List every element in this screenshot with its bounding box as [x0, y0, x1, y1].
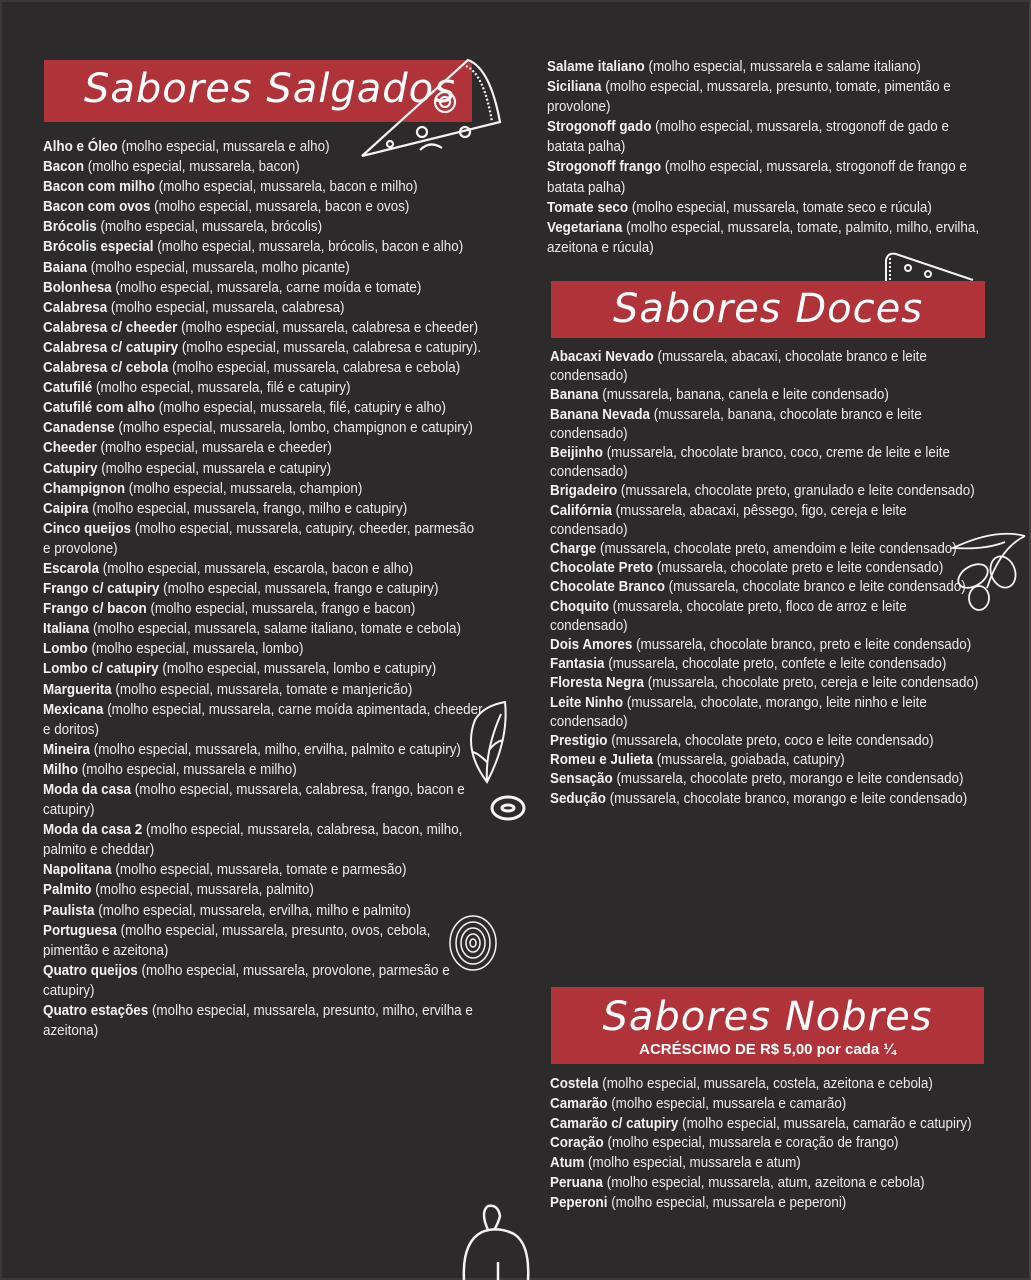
- menu-item: [43, 278, 485, 298]
- menu-item: [43, 680, 485, 700]
- menu-item: [547, 198, 984, 218]
- menu-item: [43, 1001, 485, 1041]
- flavor-ingredients: (molho especial, mussarela, brócolis, bacon e alho): [157, 239, 464, 256]
- flavor-ingredients: (molho especial, mussarela, tomate seco e rúcula): [631, 199, 932, 216]
- flavor-name: Calabresa c/ catupiry: [43, 339, 179, 356]
- flavor-name: Atum: [550, 1155, 585, 1172]
- menu-item: [550, 502, 987, 540]
- flavor-name: Beijinho: [550, 445, 603, 462]
- flavor-ingredients: (mussarela, chocolate preto e leite condensado): [656, 560, 944, 577]
- flavor-ingredients: (molho especial, mussarela, presunto, tomate, pimentão e provolone): [547, 79, 951, 116]
- menu-item: [43, 760, 485, 780]
- flavor-name: Palmito: [43, 882, 92, 899]
- flavor-name: Sensação: [550, 771, 613, 788]
- nobres-surcharge-note: ACRÉSCIMO DE R$ 5,00 por cada ¼: [639, 1041, 896, 1058]
- flavor-ingredients: (mussarela, banana, canela e leite condensado): [602, 387, 889, 404]
- flavor-ingredients: (molho especial, mussarela, lombo e catupiry): [162, 661, 437, 678]
- menu-item: [550, 482, 987, 501]
- flavor-name: Dois Amores: [550, 637, 633, 654]
- flavor-ingredients: (mussarela, chocolate preto, confete e leite condensado): [608, 656, 947, 673]
- menu-item: [550, 348, 987, 386]
- flavor-ingredients: (mussarela, chocolate branco, morango e leite condensado): [609, 790, 968, 807]
- menu-item: [547, 117, 984, 157]
- list-nobres: [550, 1075, 987, 1214]
- menu-item: [547, 77, 984, 117]
- flavor-ingredients: (molho especial, mussarela, calabresa): [110, 299, 345, 316]
- flavor-ingredients: (molho especial, mussarela e coração de frango): [607, 1135, 899, 1152]
- flavor-ingredients: (molho especial, mussarela, catupiry, cheeder, parmesão e provolone): [43, 520, 475, 557]
- flavor-ingredients: (molho especial, mussarela, bacon e ovos): [154, 199, 410, 216]
- flavor-ingredients: (molho especial, mussarela, filé, catupiry e alho): [158, 400, 446, 417]
- menu-item: [43, 519, 485, 559]
- menu-item: [43, 599, 485, 619]
- menu-item: [550, 751, 987, 770]
- flavor-name: Bacon com milho: [43, 179, 155, 196]
- flavor-name: Paulista: [43, 902, 95, 919]
- menu-item: [43, 217, 485, 237]
- flavor-name: Quatro estações: [43, 1003, 149, 1020]
- flavor-name: Marguerita: [43, 681, 112, 698]
- menu-item: [43, 780, 485, 820]
- menu-item: [43, 318, 485, 338]
- menu-item: [550, 1075, 987, 1095]
- flavor-name: Banana: [550, 387, 599, 404]
- flavor-name: Bolonhesa: [43, 279, 112, 296]
- flavor-name: Camarão c/ catupiry: [550, 1115, 679, 1132]
- flavor-ingredients: (molho especial, mussarela, escarola, bacon e alho): [102, 560, 414, 577]
- flavor-name: Califórnia: [550, 502, 612, 519]
- flavor-ingredients: (mussarela, chocolate branco, preto e leite condensado): [636, 637, 972, 654]
- menu-item: [43, 961, 485, 1001]
- flavor-name: Catufilé: [43, 380, 93, 397]
- flavor-ingredients: (mussarela, abacaxi, chocolate branco e leite condensado): [550, 349, 927, 385]
- onion-ring-icon: [488, 793, 528, 823]
- menu-item: [550, 1134, 987, 1154]
- flavor-name: Abacaxi Nevado: [550, 349, 654, 365]
- flavor-ingredients: (molho especial, mussarela, strogonoff de gado e batata palha): [547, 119, 949, 156]
- flavor-ingredients: (molho especial, mussarela e catupiry): [101, 460, 332, 477]
- flavor-ingredients: (molho especial, mussarela, carne moída apimentada, cheeder e doritos): [43, 701, 483, 738]
- section-title-nobres: Sabores Nobres: [602, 994, 933, 1040]
- flavor-name: Canadense: [43, 420, 115, 437]
- flavor-name: Chocolate Branco: [550, 579, 665, 596]
- flavor-name: Champignon: [43, 480, 126, 497]
- flavor-name: Quatro queijos: [43, 962, 138, 979]
- flavor-ingredients: (mussarela, chocolate branco e leite condensado): [668, 579, 966, 596]
- flavor-ingredients: (molho especial, mussarela, brócolis): [100, 219, 323, 236]
- menu-item: [547, 57, 984, 77]
- menu-item: [550, 559, 987, 578]
- flavor-ingredients: (molho especial, mussarela, presunto, milho, ervilha e azeitona): [43, 1003, 473, 1040]
- flavor-name: Calabresa: [43, 299, 108, 316]
- menu-item: [43, 700, 485, 740]
- banner-doces: [551, 281, 985, 338]
- flavor-ingredients: (molho especial, mussarela, calabresa, bacon, milho, palmito e cheddar): [43, 822, 463, 859]
- flavor-ingredients: (mussarela, chocolate preto, floco de arroz e leite condensado): [550, 598, 907, 634]
- flavor-name: Coração: [550, 1135, 604, 1152]
- flavor-ingredients: (molho especial, mussarela, molho picante): [90, 259, 350, 276]
- menu-item: [550, 1174, 987, 1194]
- menu-item: [43, 901, 485, 921]
- flavor-name: Alho e Óleo: [43, 139, 118, 155]
- flavor-ingredients: (molho especial, mussarela, filé e catupiry): [95, 380, 351, 397]
- menu-item: [547, 157, 984, 197]
- flavor-ingredients: (molho especial, mussarela e camarão): [611, 1095, 847, 1112]
- flavor-name: Calabresa c/ cebola: [43, 360, 169, 377]
- menu-item: [43, 298, 485, 318]
- flavor-name: Salame italiano: [547, 59, 645, 75]
- flavor-ingredients: (molho especial, mussarela, frango e catupiry): [163, 581, 439, 598]
- flavor-ingredients: (molho especial, mussarela, champion): [128, 480, 363, 497]
- flavor-name: Escarola: [43, 560, 99, 577]
- menu-item: [43, 499, 485, 519]
- flavor-name: Brócolis especial: [43, 239, 154, 256]
- menu-item: [43, 559, 485, 579]
- flavor-ingredients: (mussarela, chocolate, morango, leite ninho e leite condensado): [550, 694, 927, 730]
- flavor-name: Charge: [550, 541, 597, 558]
- flavor-ingredients: (molho especial, mussarela, lombo): [91, 641, 304, 658]
- flavor-ingredients: (molho especial, mussarela, calabresa e catupiry).: [181, 339, 482, 356]
- menu-item: [550, 732, 987, 751]
- menu-item: [43, 338, 485, 358]
- flavor-ingredients: (molho especial, mussarela e cheeder): [100, 440, 332, 457]
- flavor-ingredients: (mussarela, banana, chocolate branco e leite condensado): [550, 406, 922, 442]
- flavor-name: Fantasia: [550, 656, 605, 673]
- flavor-name: Costela: [550, 1076, 599, 1092]
- menu-item: [550, 598, 987, 636]
- flavor-name: Catupiry: [43, 460, 98, 477]
- flavor-name: Portuguesa: [43, 922, 117, 939]
- flavor-name: Peruana: [550, 1174, 603, 1191]
- menu-item: [550, 655, 987, 674]
- flavor-name: Banana Nevada: [550, 406, 651, 423]
- flavor-ingredients: (molho especial, mussarela, strogonoff de frango e batata palha): [547, 159, 967, 196]
- flavor-name: Cinco queijos: [43, 520, 132, 537]
- menu-item: [550, 540, 987, 559]
- menu-item: [550, 1115, 987, 1135]
- menu-item: [43, 880, 485, 900]
- bell-pepper-icon: [458, 1202, 533, 1280]
- menu-item: [43, 197, 485, 217]
- onion-spiral-icon: [447, 913, 499, 973]
- menu-item: [43, 398, 485, 418]
- list-salgados: [43, 137, 485, 1041]
- flavor-name: Frango c/ catupiry: [43, 581, 160, 598]
- menu-item: [550, 770, 987, 789]
- flavor-name: Mineira: [43, 741, 91, 758]
- flavor-ingredients: (molho especial, mussarela, tomate e parmesão): [115, 862, 407, 879]
- menu-item: [43, 459, 485, 479]
- menu-item: [43, 860, 485, 880]
- menu-item: [550, 790, 987, 809]
- flavor-ingredients: (molho especial, mussarela, calabresa, frango, bacon e catupiry): [43, 782, 465, 819]
- flavor-ingredients: (molho especial, mussarela e alho): [121, 139, 330, 155]
- flavor-ingredients: (molho especial, mussarela, frango, milho e catupiry): [92, 500, 408, 517]
- flavor-ingredients: (molho especial, mussarela e milho): [81, 761, 297, 778]
- flavor-name: Napolitana: [43, 862, 112, 879]
- flavor-ingredients: (molho especial, mussarela, atum, azeitona e cebola): [606, 1174, 925, 1191]
- flavor-ingredients: (molho especial, mussarela, tomate, palmito, milho, ervilha, azeitona e rúcula): [547, 219, 980, 256]
- flavor-name: Choquito: [550, 598, 609, 615]
- menu-item: [43, 579, 485, 599]
- flavor-name: Frango c/ bacon: [43, 601, 147, 618]
- flavor-ingredients: (molho especial, mussarela, palmito): [95, 882, 314, 899]
- flavor-name: Catufilé com alho: [43, 400, 155, 417]
- menu-item: [43, 438, 485, 458]
- menu-item: [550, 444, 987, 482]
- menu-item: [550, 578, 987, 597]
- flavor-name: Camarão: [550, 1095, 608, 1112]
- menu-item: [43, 479, 485, 499]
- menu-item: [43, 137, 485, 157]
- menu-item: [43, 358, 485, 378]
- menu-item: [550, 406, 987, 444]
- flavor-ingredients: (molho especial, mussarela, camarão e catupiry): [682, 1115, 972, 1132]
- flavor-name: Moda da casa: [43, 782, 132, 798]
- flavor-ingredients: (mussarela, chocolate preto, granulado e leite condensado): [620, 483, 975, 500]
- menu-item: [550, 1154, 987, 1174]
- menu-item: [43, 237, 485, 257]
- flavor-name: Floresta Negra: [550, 675, 645, 692]
- menu-item: [43, 659, 485, 679]
- flavor-name: Cheeder: [43, 440, 97, 457]
- flavor-ingredients: (molho especial, mussarela, costela, azeitona e cebola): [602, 1076, 933, 1092]
- flavor-ingredients: (molho especial, mussarela, bacon): [87, 159, 300, 176]
- flavor-name: Caipira: [43, 500, 89, 517]
- flavor-name: Leite Ninho: [550, 694, 624, 711]
- menu-item: [550, 674, 987, 693]
- flavor-name: Lombo c/ catupiry: [43, 661, 159, 678]
- flavor-ingredients: (molho especial, mussarela, tomate e manjericão): [115, 681, 413, 698]
- flavor-ingredients: (molho especial, mussarela, carne moída e tomate): [115, 279, 422, 296]
- flavor-ingredients: (mussarela, chocolate branco, coco, creme de leite e leite condensado): [550, 445, 950, 481]
- menu-item: [43, 639, 485, 659]
- menu-item: [550, 386, 987, 405]
- menu-item: [43, 921, 485, 961]
- flavor-name: Bacon com ovos: [43, 199, 151, 216]
- flavor-name: Siciliana: [547, 79, 602, 96]
- flavor-ingredients: (molho especial, mussarela, milho, ervilha, palmito e catupiry): [93, 741, 461, 758]
- flavor-name: Baiana: [43, 259, 88, 276]
- section-title-salgados: Sabores Salgados: [84, 66, 456, 112]
- flavor-name: Strogonoff frango: [547, 159, 662, 176]
- flavor-ingredients: (mussarela, chocolate preto, morango e leite condensado): [616, 771, 964, 788]
- flavor-ingredients: (mussarela, chocolate preto, amendoim e leite condensado): [599, 541, 957, 558]
- menu-item: [550, 1194, 987, 1214]
- menu-item: [43, 418, 485, 438]
- menu-item: [43, 619, 485, 639]
- menu-item: [43, 177, 485, 197]
- flavor-ingredients: (molho especial, mussarela e atum): [588, 1155, 801, 1172]
- flavor-name: Milho: [43, 761, 79, 778]
- flavor-name: Romeu e Julieta: [550, 752, 653, 769]
- menu-item: [550, 636, 987, 655]
- menu-item: [43, 378, 485, 398]
- flavor-name: Peperoni: [550, 1194, 608, 1211]
- flavor-ingredients: (mussarela, goiabada, catupiry): [656, 752, 845, 769]
- leaf-icon: [465, 700, 510, 785]
- flavor-name: Sedução: [550, 790, 606, 807]
- section-title-doces: Sabores Doces: [612, 286, 924, 332]
- flavor-name: Brigadeiro: [550, 483, 618, 500]
- menu-item: [43, 157, 485, 177]
- banner-nobres: [551, 987, 984, 1064]
- flavor-ingredients: (molho especial, mussarela e peperoni): [611, 1194, 847, 1211]
- flavor-ingredients: (molho especial, mussarela, calabresa e cheeder): [181, 319, 479, 336]
- flavor-ingredients: (mussarela, chocolate preto, cereja e leite condensado): [647, 675, 979, 692]
- flavor-ingredients: (molho especial, mussarela, calabresa e cebola): [172, 360, 461, 377]
- flavor-ingredients: (molho especial, mussarela, frango e bacon): [150, 601, 416, 618]
- flavor-ingredients: (molho especial, mussarela, provolone, parmesão e catupiry): [43, 962, 450, 999]
- flavor-name: Tomate seco: [547, 199, 629, 216]
- menu-item: [43, 820, 485, 860]
- olive-branch-icon: [945, 528, 1030, 613]
- menu-item: [550, 694, 987, 732]
- flavor-name: Prestigio: [550, 733, 608, 750]
- flavor-ingredients: (molho especial, mussarela e salame italiano): [648, 59, 921, 75]
- flavor-name: Strogonoff gado: [547, 119, 652, 136]
- flavor-ingredients: (molho especial, mussarela, ervilha, milho e palmito): [98, 902, 411, 919]
- flavor-ingredients: (molho especial, mussarela, salame italiano, tomate e cebola): [93, 621, 461, 638]
- flavor-name: Moda da casa 2: [43, 822, 143, 839]
- flavor-ingredients: (mussarela, abacaxi, pêssego, figo, cereja e leite condensado): [550, 502, 907, 538]
- flavor-name: Lombo: [43, 641, 88, 658]
- menu-item: [550, 1095, 987, 1115]
- flavor-ingredients: (molho especial, mussarela, lombo, champignon e catupiry): [118, 420, 473, 437]
- menu-item: [43, 258, 485, 278]
- flavor-name: Calabresa c/ cheeder: [43, 319, 178, 336]
- flavor-name: Italiana: [43, 621, 90, 638]
- flavor-name: Bacon: [43, 159, 85, 176]
- flavor-name: Mexicana: [43, 701, 104, 718]
- flavor-ingredients: (molho especial, mussarela, bacon e milho): [158, 179, 418, 196]
- list-doces: [550, 348, 987, 809]
- flavor-ingredients: (molho especial, mussarela, presunto, ovos, cebola, pimentão e azeitona): [43, 922, 431, 959]
- flavor-name: Vegetariana: [547, 219, 623, 236]
- flavor-name: Chocolate Preto: [550, 560, 653, 577]
- list-salgados-continued: [547, 57, 984, 258]
- flavor-name: Brócolis: [43, 219, 97, 236]
- flavor-ingredients: (mussarela, chocolate preto, coco e leite condensado): [611, 733, 934, 750]
- menu-item: [43, 740, 485, 760]
